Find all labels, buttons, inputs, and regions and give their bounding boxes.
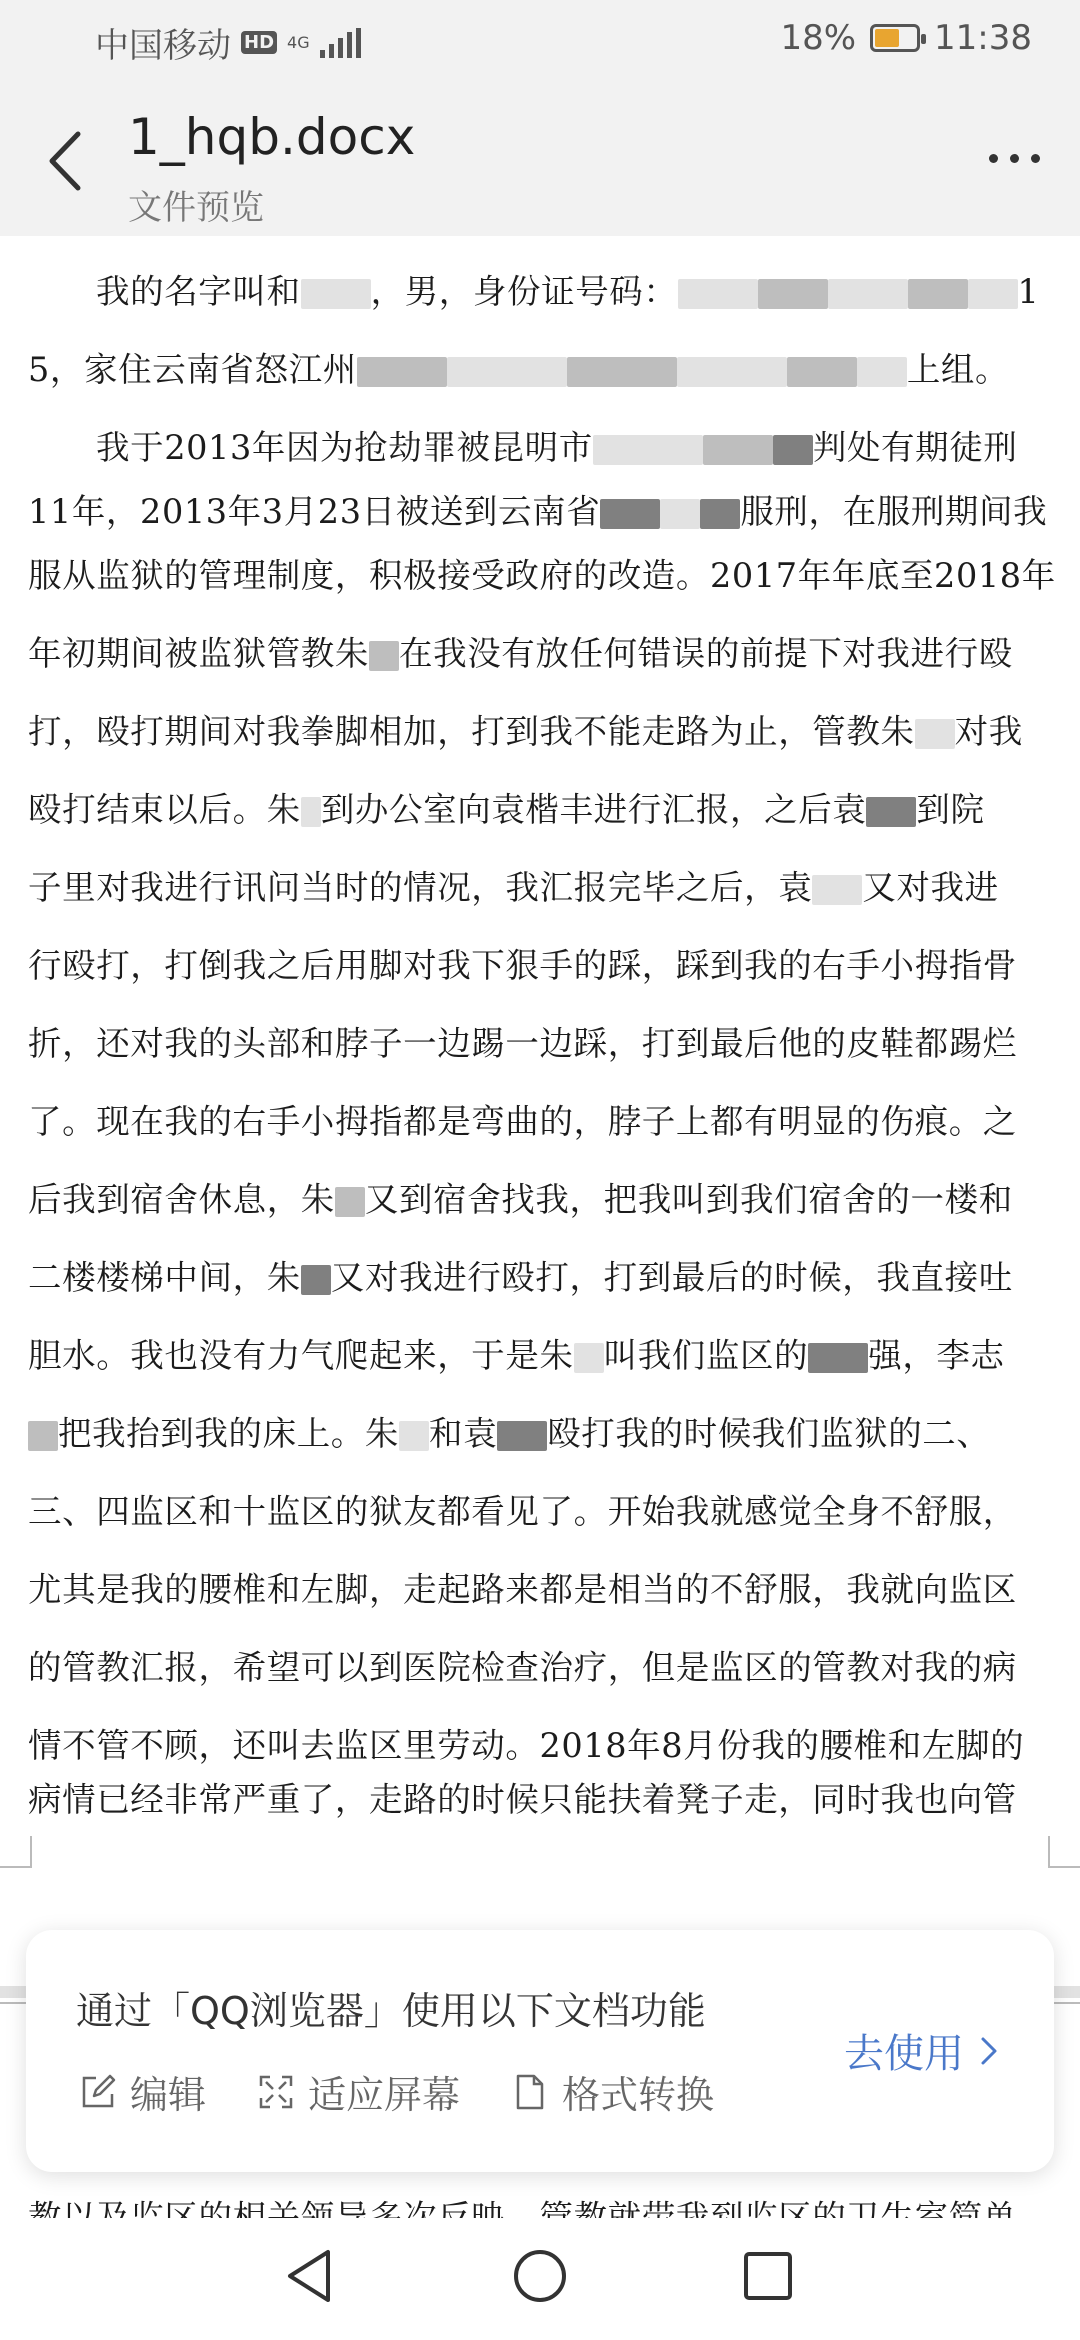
promo-actions: [80, 2064, 714, 2119]
doc-line: 子里对我进行讯问当时的情况，我汇报完毕之后，袁 又对我进: [28, 868, 999, 907]
doc-line: 病情已经非常严重了，走路的时候只能扶着凳子走，同时我也向管: [28, 1780, 1017, 1819]
edit-icon: [80, 2074, 116, 2110]
back-arrow-icon[interactable]: [42, 126, 92, 196]
doc-line: 了。现在我的右手小拇指都是弯曲的，脖子上都有明显的伤痕。之: [28, 1102, 1017, 1141]
doc-line: 年初期间被监狱管教朱 在我没有放任何错误的前提下对我进行殴: [28, 634, 1013, 673]
doc-line: 我于2013年因为抢劫罪被昆明市 判处有期徒刑: [96, 428, 1018, 467]
status-right: [780, 18, 1032, 58]
status-bar: [0, 0, 1080, 84]
doc-line: 把我抬到我的床上。朱 和袁 殴打我的时候我们监狱的二、: [28, 1406, 1052, 1455]
navigation-bar: [0, 2218, 1080, 2340]
network-type: 4G: [287, 32, 310, 52]
go-use-button[interactable]: 去使用: [844, 2022, 998, 2079]
edit-action[interactable]: 编辑: [80, 2064, 206, 2119]
more-options-icon[interactable]: [989, 154, 1040, 163]
nav-recents-icon[interactable]: [738, 2246, 798, 2306]
doc-line: 我的名字叫和 ，男，身份证号码： 1: [96, 272, 1040, 311]
nav-back-icon[interactable]: [280, 2246, 340, 2306]
document-view[interactable]: [0, 236, 1080, 1836]
document-title: 1_hqb.docx: [128, 108, 416, 166]
doc-line: 打，殴打期间对我拳脚相加，打到我不能走路为止，管教朱 对我: [28, 712, 1023, 751]
doc-line: 尤其是我的腰椎和左脚，走起路来都是相当的不舒服，我就向监区: [28, 1570, 1017, 1609]
doc-line: 殴打结束以后。朱 到办公室向袁楷丰进行汇报，之后袁 到院: [28, 790, 985, 829]
carrier-label: 中国移动: [95, 26, 231, 66]
doc-line: 胆水。我也没有力气爬起来，于是朱 叫我们监区的 强，李志: [28, 1336, 1005, 1375]
clock: 11:38: [934, 18, 1032, 58]
doc-line: 服从监狱的管理制度，积极接受政府的改造。2017年年底至2018年: [28, 556, 1056, 595]
promo-text: 通过「QQ浏览器」使用以下文档功能: [76, 1989, 706, 2033]
battery-icon: [870, 24, 920, 52]
battery-percent: 18%: [780, 18, 857, 58]
document-subtitle: 文件预览: [128, 188, 264, 228]
qq-browser-promo-card[interactable]: [26, 1930, 1054, 2172]
format-convert-action[interactable]: 格式转换: [512, 2064, 714, 2119]
status-left: [95, 18, 361, 67]
fit-screen-icon: [258, 2074, 294, 2110]
page-corner-mark: [0, 1836, 32, 1868]
hd-badge: HD: [241, 31, 277, 54]
doc-line: 5，家住云南省怒江州 上组。: [28, 350, 1010, 389]
doc-line: 11年，2013年3月23日被送到云南省 服刑，在服刑期间我: [28, 492, 1048, 531]
doc-line: 的管教汇报，希望可以到医院检查治疗，但是监区的管教对我的病: [28, 1648, 1017, 1687]
page-corner-mark: [1048, 1836, 1080, 1868]
nav-home-icon[interactable]: [510, 2246, 570, 2306]
doc-line: 折，还对我的头部和脖子一边踢一边踩，打到最后他的皮鞋都踢烂: [28, 1024, 1017, 1063]
doc-line: 三、四监区和十监区的狱友都看见了。开始我就感觉全身不舒服，: [28, 1492, 1017, 1531]
title-bar: [0, 84, 1080, 236]
doc-line: 二楼楼梯中间，朱 又对我进行殴打，打到最后的时候，我直接吐: [28, 1258, 1013, 1297]
doc-line: 后我到宿舍休息，朱 又到宿舍找我，把我叫到我们宿舍的一楼和: [28, 1180, 1013, 1219]
doc-line: 行殴打，打倒我之后用脚对我下狠手的踩，踩到我的右手小拇指骨: [28, 946, 1017, 985]
file-icon: [512, 2074, 548, 2110]
chevron-right-icon: [980, 2036, 998, 2066]
signal-icon: [320, 28, 361, 58]
doc-line: 情不管不顾，还叫去监区里劳动。2018年8月份我的腰椎和左脚的: [28, 1726, 1025, 1765]
fit-screen-action[interactable]: 适应屏幕: [258, 2064, 460, 2119]
